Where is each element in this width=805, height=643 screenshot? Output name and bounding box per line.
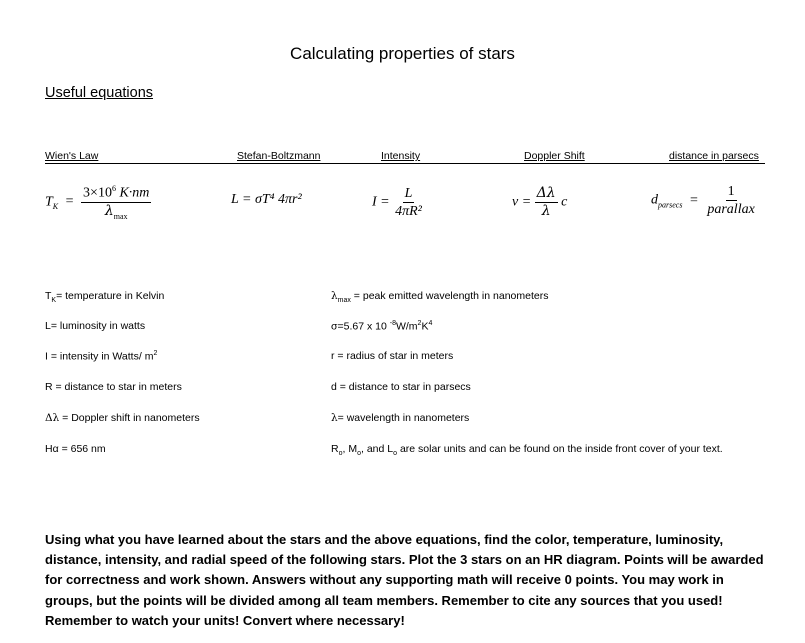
def-temperature-symbol: T [45,290,52,302]
wien-num-coef: 3×10 [83,185,112,201]
def-doppler-text: = Doppler shift in nanometers [59,412,200,424]
def-solar-text: are solar units and can be found on the inside front cover of your text. [397,443,723,455]
intensity-num: L [404,186,413,201]
stefan-boltzmann-equation: L = σT⁴ 4πr² [231,192,302,207]
distance-lhs-sub: parsecs [658,200,683,210]
wien-lhs: T [45,194,53,210]
wien-den-sub: max [113,211,128,221]
def-sigma-text2: W/m [395,320,418,333]
def-wavelength [331,412,469,424]
def-lambda-sub: max [337,297,351,305]
def-solar-m: , M [342,443,358,455]
wien-law-label: Wien's Law [45,150,99,162]
def-radius: r = radius of star in meters [331,350,454,362]
def-temperature-text: = temperature in Kelvin [56,290,165,302]
def-distance-parsecs: d = distance to star in parsecs [331,381,471,393]
intensity-label: Intensity [381,150,421,162]
wien-num-units: K·nm [119,185,150,201]
def-temperature [45,290,164,304]
def-luminosity: L= luminosity in watts [45,320,146,332]
wien-fraction [81,180,151,224]
distance-lhs: d [651,192,658,208]
def-sigma-sup: -8 [389,320,396,327]
intensity-lhs: I = [372,194,390,210]
wien-lhs-sub: K [52,202,59,212]
distance-eq: = [689,192,698,208]
instructions-paragraph: Using what you have learned about the stars and the above equations, find the color, temperature, luminosity, distance, intensity, and radial speed of the following stars. Plot the 3 stars on an HR diagram. Points will be awarded for correctness and work shown. Answers without any supporting math will receive 0 points. You may work in groups, but the points will be divided among all team members. Remember to cite any sources that you used! Remember to watch your units! Convert where necessary! [45,532,764,628]
def-intensity-text: I = intensity in Watts/ m [45,350,154,363]
def-lambda-symbol: λ [331,290,338,302]
def-solar-units [331,443,723,457]
doppler-shift-label: Doppler Shift [524,150,585,162]
def-doppler-symbol: Δλ [45,412,60,424]
intensity-equation [372,185,424,220]
def-solar-sub3: o [393,450,398,458]
doppler-fraction [535,185,558,220]
def-temperature-sub: K [51,297,57,305]
def-intensity-sup: 2 [153,350,158,357]
def-sigma [331,320,432,333]
def-wavelength-text: = wavelength in nanometers [337,412,470,424]
def-sigma-text3: K [421,320,429,333]
wien-num-exp: 6 [111,184,116,193]
def-wavelength-symbol: λ [331,412,338,424]
doppler-equation [512,185,567,220]
def-sigma-sup3: 4 [428,320,433,327]
page-title: Calculating properties of stars [290,44,515,63]
intensity-fraction [393,185,424,220]
def-solar-r: R [331,443,339,455]
doppler-num: Δλ [536,185,556,201]
def-solar-sub2: o [357,450,361,458]
distance-fraction [705,183,756,218]
distance-num: 1 [727,184,735,199]
distance-parsecs-label: distance in parsecs [669,150,759,162]
def-solar-sub1: o [338,450,343,458]
def-halpha-symbol: Hα [45,443,59,455]
def-lambda-max [331,290,548,304]
wien-law-equation: $T_K$ = $\frac{3\times 10^6 K\cdot nm}{\lambda_{max}}$ [45,180,151,224]
def-solar-l: , and L [361,443,394,455]
doppler-tail: c [561,194,568,210]
distance-den: parallax [707,202,755,217]
doppler-den: λ [541,203,551,219]
intensity-den: 4πR² [395,204,422,219]
wien-den: λ [104,202,114,219]
useful-equations-heading: Useful equations [45,85,154,101]
def-doppler-shift [45,412,200,424]
def-distance-meters: R = distance to star in meters [45,381,182,393]
doppler-lhs: v = [512,194,532,210]
def-sigma-sup2: 2 [417,320,422,327]
def-lambda-text: = peak emitted wavelength in nanometers [350,290,549,302]
def-sigma-text: σ=5.67 x 10 [331,320,390,333]
def-h-alpha [45,443,106,455]
def-halpha-text: = 656 nm [58,443,106,455]
def-intensity [45,350,157,363]
distance-equation [651,183,757,218]
stefan-boltzmann-label: Stefan-Boltzmann [237,150,321,162]
equation-header-rule [45,163,765,164]
